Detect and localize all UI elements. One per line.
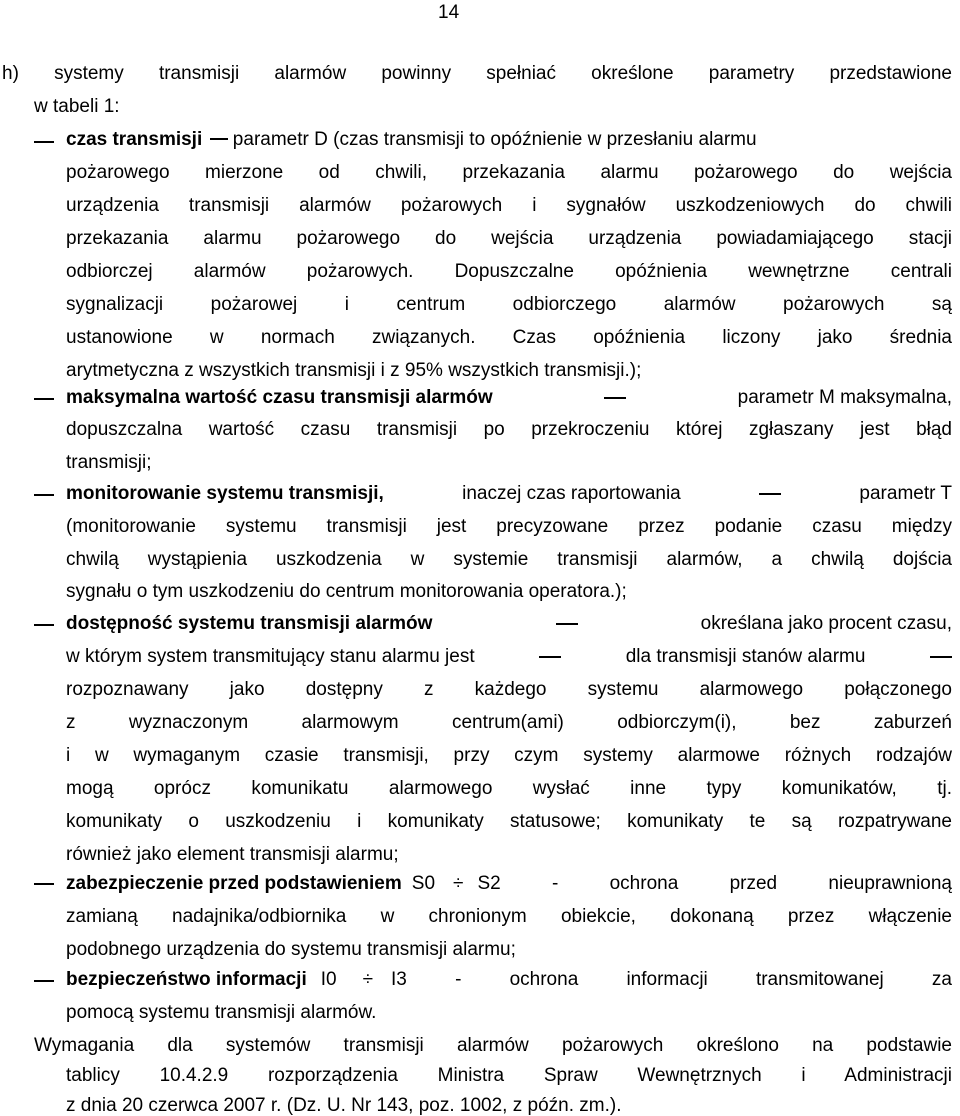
list-item-line: pomocą systemu transmisji alarmów.: [66, 1002, 377, 1023]
intro-line-1: h) systemy transmisji alarmów powinny spełniać określone parametry przedstawione: [2, 63, 952, 84]
list-item-line: arytmetyczna z wszystkich transmisji i z 95% wszystkich transmisji.);: [66, 360, 642, 381]
list-item-line: przekazania alarmu pożarowego do wejścia urządzenia powiadamiającego stacji: [66, 228, 952, 249]
inline-dash: [759, 493, 781, 495]
list-item-line: i w wymaganym czasie transmisji, przy czym systemy alarmowe różnych rodzajów: [66, 745, 952, 766]
list-item-line: urządzenia transmisji alarmów pożarowych i sygnałów uszkodzeniowych do chwili: [66, 195, 952, 216]
footer-line-1: Wymagania dla systemów transmisji alarmów pożarowych określono na podstawie: [34, 1035, 952, 1056]
list-item-line: ustanowione w normach związanych. Czas opóźnienia liczony jako średnia: [66, 327, 952, 348]
list-item-first-line: monitorowanie systemu transmisji, inaczej czas raportowania parametr T: [66, 483, 952, 504]
dash-bullet: [34, 398, 54, 400]
list-item-line: komunikaty o uszkodzeniu i komunikaty statusowe; komunikaty te są rozpatrywane: [66, 811, 952, 832]
inline-dash: [539, 656, 561, 658]
list-item-line: odbiorczej alarmów pożarowych. Dopuszczalne opóźnienia wewnętrzne centrali: [66, 261, 952, 282]
list-item-line: (monitorowanie systemu transmisji jest precyzowane przez podanie czasu między: [66, 516, 952, 537]
footer-line-2: tablicy 10.4.2.9 rozporządzenia Ministra Spraw Wewnętrznych i Administracji: [66, 1065, 952, 1086]
list-item-line: pożarowego mierzone od chwili, przekazania alarmu pożarowego do wejścia: [66, 162, 952, 183]
list-item-line: chwilą wystąpienia uszkodzenia w systemie transmisji alarmów, a chwilą dojścia: [66, 549, 952, 570]
inline-dash: [930, 656, 952, 658]
dash-bullet: [34, 624, 54, 626]
list-item-line: również jako element transmisji alarmu;: [66, 844, 399, 865]
list-item-line: sygnału o tym uszkodzeniu do centrum monitorowania operatora.);: [66, 581, 627, 602]
list-item-line: transmisji;: [66, 452, 152, 473]
list-item-line: z wyznaczonym alarmowym centrum(ami) odbiorczym(i), bez zaburzeń: [66, 712, 952, 733]
inline-dash: [604, 397, 626, 399]
intro-line-2: w tabeli 1:: [34, 96, 120, 117]
list-item-line: podobnego urządzenia do systemu transmisji alarmu;: [66, 939, 516, 960]
list-item-line: zamianą nadajnika/odbiornika w chronionym obiekcie, dokonaną przez włączenie: [66, 906, 952, 927]
list-item-line: mogą oprócz komunikatu alarmowego wysłać inne typy komunikatów, tj.: [66, 778, 952, 799]
list-item-first-line: maksymalna wartość czasu transmisji alarmów parametr M maksymalna,: [66, 387, 952, 408]
page-number: 14: [438, 2, 460, 23]
list-item-line: sygnalizacji pożarowej i centrum odbiorczego alarmów pożarowych są: [66, 294, 952, 315]
list-item-first-line: czas transmisji parametr D (czas transmisji to opóźnienie w przesłaniu alarmu: [66, 129, 757, 150]
list-item-first-line: bezpieczeństwo informacji I0 ÷ I3 - ochrona informacji transmitowanej za: [66, 969, 952, 990]
inline-dash: [556, 623, 578, 625]
dash-bullet: [34, 141, 54, 143]
dash-bullet: [34, 883, 54, 885]
list-item-line: rozpoznawany jako dostępny z każdego systemu alarmowego połączonego: [66, 679, 952, 700]
inline-dash: [210, 138, 228, 140]
dash-bullet: [34, 980, 54, 982]
list-item-first-line: dostępność systemu transmisji alarmów określana jako procent czasu,: [66, 613, 952, 634]
list-item-first-line: zabezpieczenie przed podstawieniem S0 ÷ S2 - ochrona przed nieuprawnioną: [66, 873, 952, 894]
list-item-line: dopuszczalna wartość czasu transmisji po przekroczeniu której zgłaszany jest błąd: [66, 419, 952, 440]
dash-bullet: [34, 494, 54, 496]
footer-line-3: z dnia 20 czerwca 2007 r. (Dz. U. Nr 143, poz. 1002, z późn. zm.).: [66, 1095, 622, 1116]
list-item-line: w którym system transmitujący stanu alarmu jest dla transmisji stanów alarmu: [66, 647, 952, 666]
